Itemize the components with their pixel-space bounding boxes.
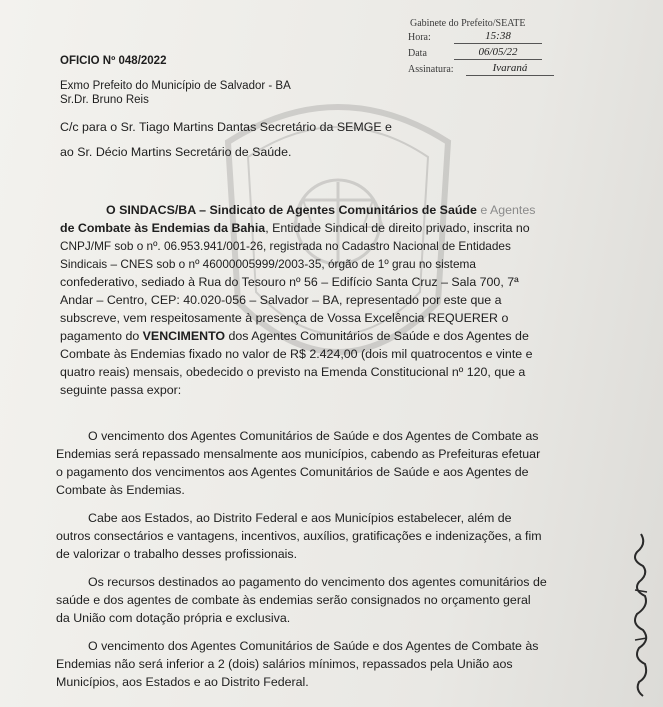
para5-line-2: Endemias não será inferior a 2 (dois) salários mínimos, repassados pela União aos <box>56 657 513 671</box>
para5-line-3: Municípios, aos Estados e ao Distrito Federal. <box>56 675 309 689</box>
para1-line-1: O SINDACS/BA – Sindicato de Agentes Comunitários de Saúde e Agentes <box>106 203 536 217</box>
para1-line-7: subscreve, vem respeitosamente à presença de Vossa Excelência REQUERER o <box>60 311 509 325</box>
para4-line-2: saúde e dos agentes de combate às endemias serão consignados no orçamento geral <box>56 593 531 607</box>
para1-line-6: Andar – Centro, CEP: 40.020-056 – Salvador – BA, representado por este que a <box>60 293 502 307</box>
reception-stamp <box>408 18 583 80</box>
para1-line-4: Sindicais – CNES sob o nº 46000005999/2003-35, órgão de 1º grau no sistema <box>60 257 476 271</box>
para4-line-1: Os recursos destinados ao pagamento do vencimento dos agentes comunitários de <box>88 575 547 589</box>
stamp-assinatura-value: Ivaraná <box>466 62 554 76</box>
para1-line-11: seguinte passa expor: <box>60 383 182 397</box>
para2-line-2: Endemias será repassado mensalmente aos municípios, cabendo as Prefeituras efetuar <box>56 447 541 461</box>
para2-line-4: Combate às Endemias. <box>56 483 185 497</box>
stamp-assinatura-label: Assinatura: <box>408 64 454 75</box>
cc-line-2: ao Sr. Décio Martins Secretário de Saúde. <box>60 145 292 159</box>
para3-line-2: outros consectários e vantagens, incentivos, auxílios, gratificações e indenizações, a fim <box>56 529 542 543</box>
para3-line-3: de valorizar o trabalho desses profissionais. <box>56 547 298 561</box>
para5-line-1: O vencimento dos Agentes Comunitários de Saúde e dos Agentes de Combate às <box>88 639 539 653</box>
stamp-data-label: Data <box>408 48 427 59</box>
margin-signature <box>627 530 655 700</box>
para2-line-1: O vencimento dos Agentes Comunitários de Saúde e dos Agentes de Combate as <box>88 429 539 443</box>
para1-line-5: confederativo, sediado à Rua do Tesouro nº 56 – Edifício Santa Cruz – Sala 700, 7ª <box>60 275 519 289</box>
para4-line-3: da União com dotação própria e exclusiva. <box>56 611 291 625</box>
addressee-line-1: Exmo Prefeito do Município de Salvador - BA <box>60 80 291 92</box>
para1-line-8: pagamento do VENCIMENTO dos Agentes Comunitários de Saúde e dos Agentes de <box>60 329 529 343</box>
para1-line-9: Combate às Endemias fixado no valor de R$ 2.424,00 (dois mil quatrocentos e vinte e <box>60 347 533 361</box>
cc-line-1: C/c para o Sr. Tiago Martins Dantas Secretário da SEMGE e <box>60 120 392 134</box>
addressee-line-2: Sr.Dr. Bruno Reis <box>60 94 149 106</box>
oficio-number: OFICIO Nº 048/2022 <box>60 55 167 67</box>
stamp-hora-label: Hora: <box>408 32 431 43</box>
stamp-hora-value: 15:38 <box>454 30 542 44</box>
para1-line-10: quatro reais) mensais, obedecido o previsto na Emenda Constitucional nº 120, que a <box>60 365 526 379</box>
para3-line-1: Cabe aos Estados, ao Distrito Federal e aos Municípios estabelecer, além de <box>88 511 512 525</box>
para1-line-2: de Combate às Endemias da Bahia, Entidade Sindical de direito privado, inscrita no <box>60 221 530 235</box>
stamp-data-value: 06/05/22 <box>454 46 542 60</box>
para1-line-3: CNPJ/MF sob o nº. 06.953.941/001-26, registrada no Cadastro Nacional de Entidades <box>60 239 511 253</box>
stamp-office: Gabinete do Prefeito/SEATE <box>410 18 526 29</box>
para2-line-3: o pagamento dos vencimentos aos Agentes Comunitários de Saúde e aos Agentes de <box>56 465 529 479</box>
